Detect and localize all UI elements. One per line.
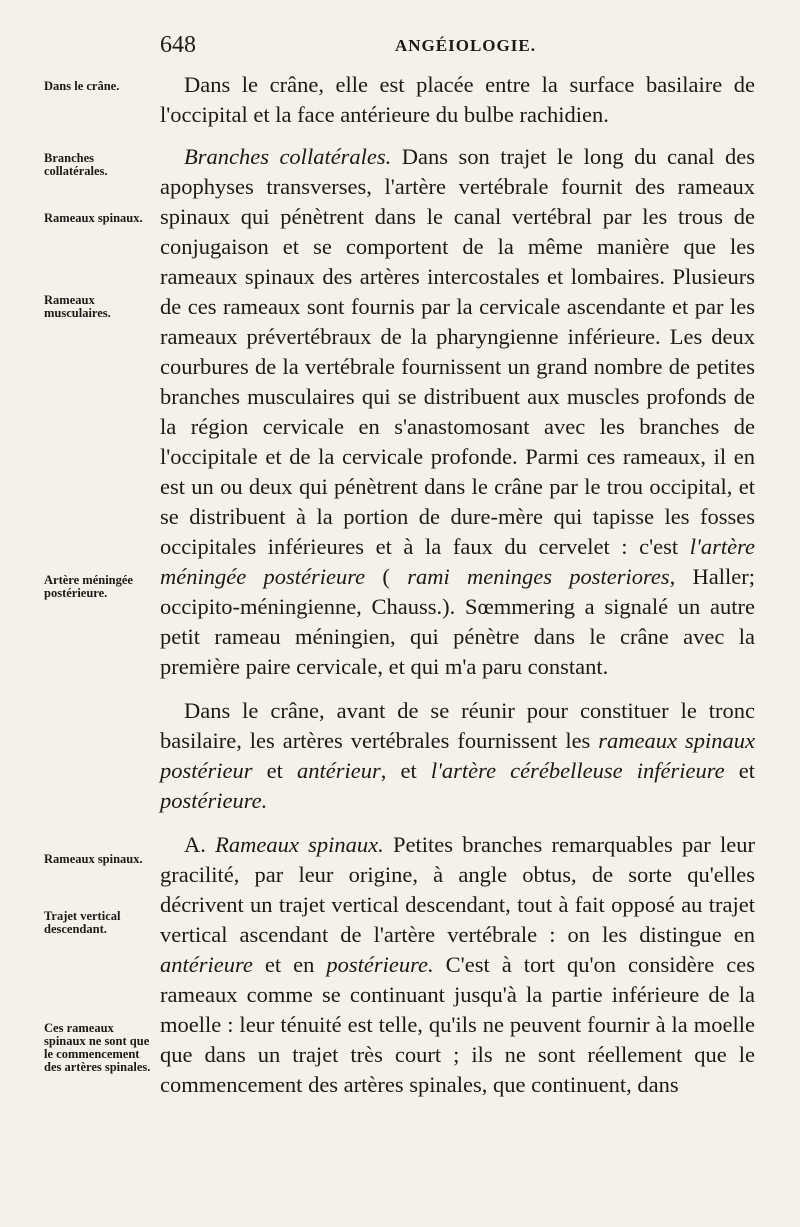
paragraph-text: A. (184, 832, 216, 857)
italic-term: l'artère cérébelleuse inférieure (430, 758, 725, 783)
paragraph (160, 696, 755, 816)
margin-note: Rameaux spinaux. (44, 852, 143, 866)
page-number: 648 (160, 32, 196, 58)
italic-term: postérieure. (326, 952, 434, 977)
italic-term: postérieure. (160, 788, 268, 813)
margin-note: Ces rameaux spinaux ne sont que le commencement des artères spinales. (44, 1021, 151, 1074)
margin-note: Artère méningée postérieure. (44, 573, 133, 600)
paragraph-text: Dans son trajet le long du canal des apophyses transverses, l'artère vertébrale fournit des rameaux spinaux qui pénètrent dans le canal vertébral par les trous de conjugaison et se comportent de la même manière que les rameaux spinaux des artères intercostales et lombaires. Plusieurs de ces rameaux sont fournis par la cervicale ascendante et par les rameaux prévertébraux de la pharyngienne inférieure. Les deux courbures de la vertébrale fournissent un grand nombre de petites branches musculaires qui se distribuent aux muscles profonds de la région cervicale en s'anastomosant avec les branches de l'occipitale et de la cervicale profonde. Parmi ces rameaux, il en est un ou deux qui pénètrent dans le crâne par le trou occipital, et se distribuent à la portion de dure-mère qui tapisse les fosses occipitales inférieures et à la faux du cervelet : c'est (160, 144, 755, 559)
italic-term: rami meninges posteriores (407, 564, 670, 589)
section-heading: Branches collatérales. (184, 144, 392, 169)
main-text (160, 70, 755, 1100)
paragraph-text: Dans le crâne, avant de se réunir pour constituer le tronc basilaire, les artères vertébrales fournissent les (160, 698, 755, 753)
paragraph-text: ( (365, 564, 408, 589)
italic-term: antérieure (160, 952, 253, 977)
paragraph-text: Petites branches remarquables par leur gracilité, par leur origine, à angle obtus, de sorte qu'elles décrivent un trajet vertical descendant, tout à fait opposé au trajet vertical ascendant de l'artère vertébrale : on les distingue en (160, 832, 755, 947)
margin-note: Rameaux musculaires. (44, 293, 111, 320)
page-header (160, 28, 760, 62)
paragraph-text: et (724, 758, 755, 783)
paragraph-text: Dans le crâne, elle est placée entre la surface basilaire de l'occipital et la face antérieure du bulbe rachidien. (160, 72, 755, 127)
paragraph-text: et (252, 758, 297, 783)
italic-term: rameaux spinaux postérieur (160, 728, 755, 783)
margin-note: Dans le crâne. (44, 79, 120, 93)
running-head: ANGÉIOLOGIE. (395, 36, 536, 55)
margin-note: Trajet vertical descendant. (44, 909, 121, 936)
section-heading: Rameaux spinaux. (215, 832, 384, 857)
paragraph (160, 142, 755, 682)
italic-term: l'artère méningée postérieure (160, 534, 755, 589)
paragraph-text: , et (380, 758, 431, 783)
paragraph (160, 70, 755, 130)
margin-note: Rameaux spinaux. (44, 211, 143, 225)
paragraph-text: , Haller; occipito-méningienne, Chauss.). Sœmmering a signalé un autre petit rameau méningien, qui pénètre dans le crâne avec la première paire cervicale, et qui m'a paru constant. (160, 564, 756, 679)
margin-note: Branches collatérales. (44, 151, 108, 178)
paragraph-text: C'est à tort qu'on considère ces rameaux comme se continuant jusqu'à la partie inférieure de la moelle : leur ténuité est telle, qu'ils ne peuvent fournir à la moelle que dans un trajet très court ; ils ne sont réellement que le commencement des artères spinales, que continuent, dans (160, 952, 755, 1097)
paragraph (160, 830, 755, 1100)
paragraph-text: et en (252, 952, 327, 977)
italic-term: antérieur (296, 758, 381, 783)
